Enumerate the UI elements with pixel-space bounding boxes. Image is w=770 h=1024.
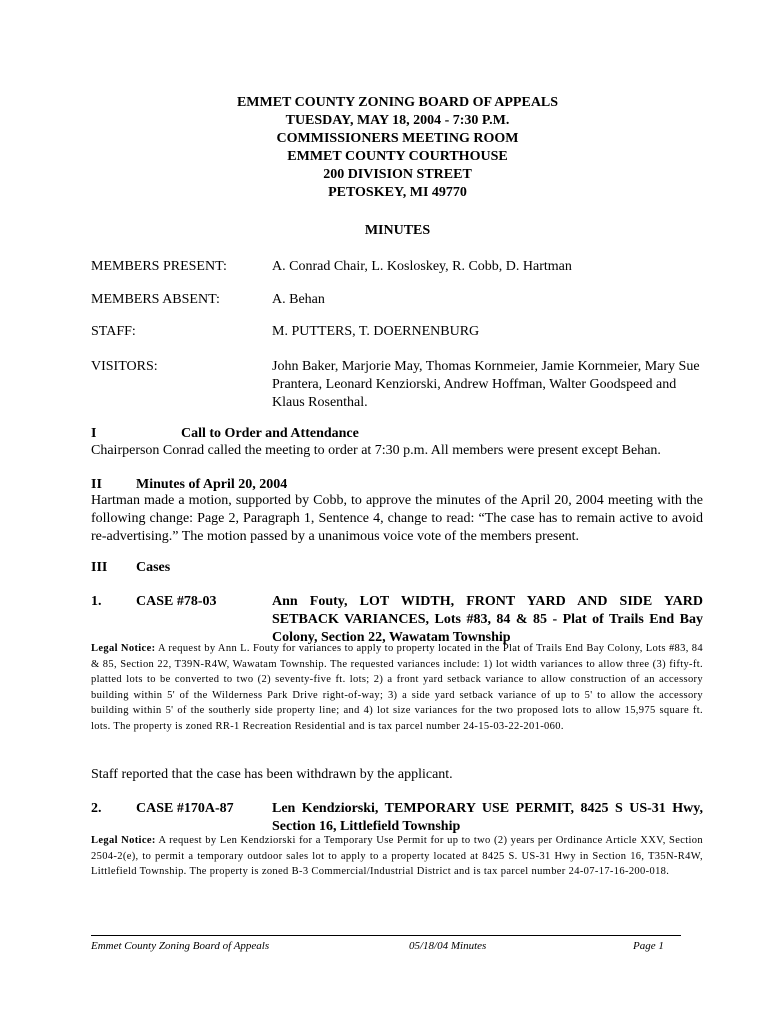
header-city: PETOSKEY, MI 49770 [328,185,467,200]
case-2-number: 2. [91,801,102,816]
case-2-legal-label: Legal Notice: [91,835,156,846]
footer-minutes-date: 05/18/04 Minutes [409,940,487,952]
case-2-title: Len Kendziorski, TEMPORARY USE PERMIT, 8425 S US-31 Hwy, Section 16, Littlefield Township [272,801,703,834]
case-1-legal-text: A request by Ann L. Fouty for variances to apply to property located in the Plat of Trails End Bay Colony, Lots #83, 84 & 85, Section 22, T39N-R4W, Wawatam Township. The requested variances include: 1) lot width variances to allow three (3) fifty-ft. platted lots to be converted to two (2) seventy-five ft. lots; 2) a front yard setback variance to allow construction of an accessory building within 5' of the Wilderness Park Drive right-of-way; 3) a side yard setback variance of up to 5' to allow the accessory building within 5' of the southerly side property line; and 4) lot size variances for the two proposed lots to allow 15,975 square ft. lots. The property is zoned RR-1 Recreation Residential and is tax parcel number 24-15-03-22-201-060. [91,643,704,732]
staff-label: STAFF: [91,324,136,339]
section-2-text: Hartman made a motion, supported by Cobb, to approve the minutes of the April 20, 2004 meeting with the following change: Page 2, Paragraph 1, Sentence 4, change to read: “The case has to remain active to avoid re-advertising.” The motion passed by a unanimous voice vote of the members present. [91,493,703,544]
case-1-legal-notice [91,641,703,734]
case-1-id: CASE #78-03 [136,594,217,609]
minutes-title: MINUTES [364,223,431,238]
section-1-text: Chairperson Conrad called the meeting to order at 7:30 p.m. All members were present except Behan. [91,443,661,458]
case-1-staff-report: Staff reported that the case has been withdrawn by the applicant. [91,767,453,782]
case-2-legal-text: A request by Len Kendziorski for a Temporary Use Permit for up to two (2) years per Ordinance Article XXV, Section 2504-2(e), to permit a temporary outdoor sales lot to apply to a property located at 8425 S. US-31 Hwy in Section 16, T35N-R4W, Littlefield Township. The property is zoned B-3 Commercial/Industrial District and is tax parcel number 24-07-17-16-200-018. [91,835,703,877]
case-1-number: 1. [91,594,102,609]
footer-divider [91,935,681,936]
header-street: 200 DIVISION STREET [323,167,472,182]
section-2-title: Minutes of April 20, 2004 [136,477,288,492]
visitors-value: John Baker, Marjorie May, Thomas Kornmeier, Jamie Kornmeier, Mary Sue Prantera, Leonard Kenziorski, Andrew Hoffman, Walter Goodspeed and Klaus Rosenthal. [272,359,700,410]
case-1-title: Ann Fouty, LOT WIDTH, FRONT YARD AND SIDE YARD SETBACK VARIANCES, Lots #83, 84 & 85 - Plat of Trails End Bay Colony, Section 22, Wawatam Township [272,594,703,645]
header-building: EMMET COUNTY COURTHOUSE [287,149,508,164]
header-room: COMMISSIONERS MEETING ROOM [276,131,519,146]
section-3-title: Cases [136,560,171,575]
case-1-legal-label: Legal Notice: [91,643,156,654]
members-absent-value: A. Behan [272,292,325,307]
section-1-title: Call to Order and Attendance [181,426,359,441]
document-header [0,94,770,202]
visitors-label: VISITORS: [91,359,158,374]
header-title: EMMET COUNTY ZONING BOARD OF APPEALS [236,95,559,110]
footer-page-number: Page 1 [633,940,664,952]
case-2-legal-notice [91,833,703,880]
members-absent-label: MEMBERS ABSENT: [91,292,220,307]
section-1-number: I [91,426,97,441]
footer-board-name: Emmet County Zoning Board of Appeals [91,940,270,952]
section-3-number: III [91,560,108,575]
header-date: TUESDAY, MAY 18, 2004 - 7:30 P.M. [285,113,510,128]
members-present-value: A. Conrad Chair, L. Kosloskey, R. Cobb, D. Hartman [272,259,572,274]
section-2-number: II [91,477,102,492]
staff-value: M. PUTTERS, T. DOERNENBURG [272,324,480,339]
case-2-id: CASE #170A-87 [136,801,234,816]
members-present-label: MEMBERS PRESENT: [91,259,227,274]
